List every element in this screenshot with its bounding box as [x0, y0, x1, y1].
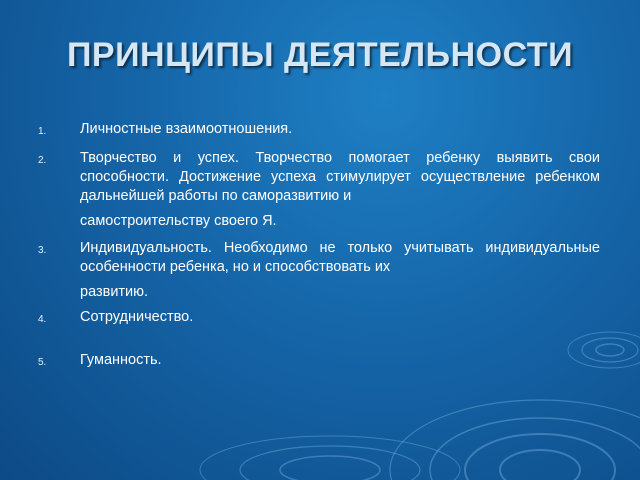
list-item-2	[38, 149, 600, 231]
list-item-5-number: 5.	[38, 357, 47, 368]
list-item-4-number: 4.	[38, 314, 47, 325]
principles-list	[38, 120, 600, 372]
list-item-3	[38, 239, 600, 302]
list-item-3-text-end: развитию.	[80, 284, 149, 300]
list-item-1-number: 1.	[38, 126, 47, 137]
list-item-2-text: Творчество и успех. Творчество помогает ребенку выявить свои способности. Достижение успеха стимулирует осуществление ребенком дальнейшей работы по саморазвитию и	[80, 150, 600, 204]
list-item-1-text: Личностные взаимоотношения.	[80, 121, 293, 137]
list-item-3-number: 3.	[38, 245, 47, 256]
list-item-3-text: Индивидуальность. Необходимо не только учитывать индивидуальные особенности ребенка, но и способствовать их	[80, 240, 600, 275]
slide-title: ПРИНЦИПЫ ДЕЯТЕЛЬНОСТИ	[66, 36, 574, 74]
list-item-2-number: 2.	[38, 155, 47, 166]
list-item-4	[38, 308, 600, 329]
list-item-4-text: Сотрудничество.	[80, 309, 194, 325]
list-item-2-text-end: самостроительству своего Я.	[80, 213, 277, 229]
list-item-1	[38, 120, 600, 141]
list-item-5-text: Гуманность.	[80, 352, 162, 368]
list-item-2-text-block	[80, 149, 600, 231]
list-item-5	[38, 351, 600, 372]
list-item-3-text-block	[80, 239, 600, 302]
